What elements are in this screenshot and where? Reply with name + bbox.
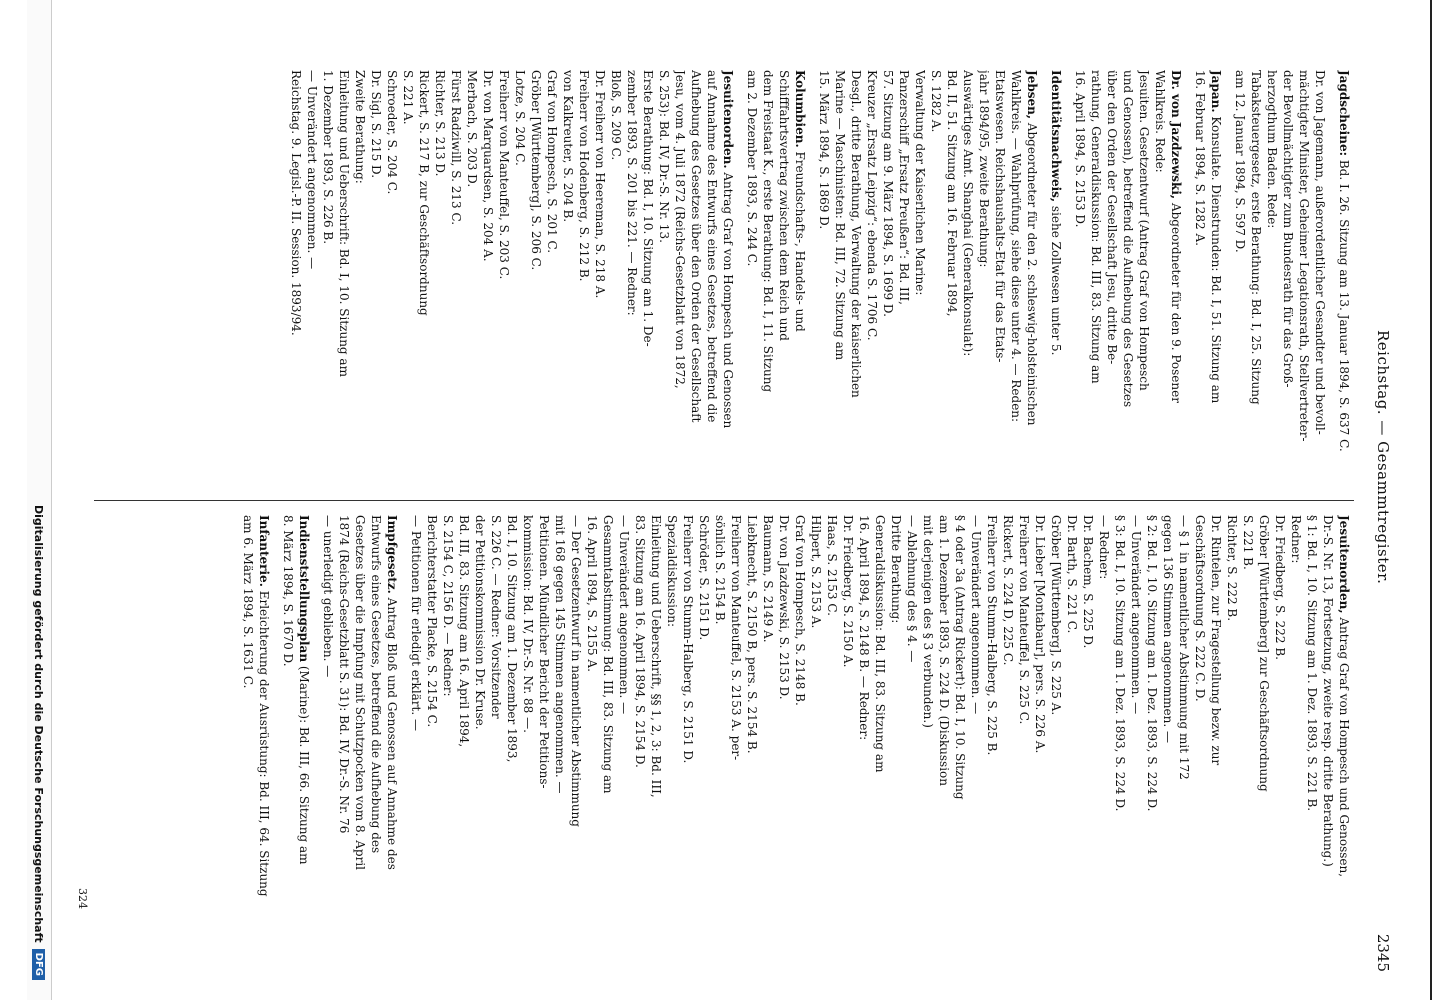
entry-heading: Impfgesetz. — [385, 515, 399, 594]
entry-line: jahr 1894/95, zweite Berathung: — [977, 70, 991, 268]
entry-line: S. 253): Bd. IV, Dr.-S. Nr. 13. — [657, 70, 671, 243]
entry-line: Marine — Maschinisten: Bd. III, 72. Sitzung am — [833, 70, 847, 361]
entry-line: Graf von Hompesch, S. 2148 B. — [793, 515, 807, 706]
entry-line: Richter, S. 213 D. — [433, 70, 447, 177]
entry-line: (Marine): Bd. III, 66. Sitzung am — [297, 665, 311, 865]
register-entry — [288, 70, 736, 485]
entry-heading: Jagdscheine: — [1337, 70, 1351, 157]
entry-line: Dr. von Marquardsen, S. 204 A. — [481, 70, 495, 262]
entry-line: am 2. Dezember 1893, S. 244 C. — [745, 70, 759, 267]
entry-line: rathung, Generaldiskussion: Bd. III, 83. Sitzung am — [1089, 70, 1103, 384]
entry-line: Dr. von Jagemann, außerordentlicher Gesandter und bevoll- — [1313, 70, 1327, 435]
entry-line: Reichstag. 9. Legisl.-P. II. Session. 1893/94. — [289, 70, 303, 336]
entry-line: Freiherr von Stumm-Halberg, S. 2151 D. — [681, 515, 695, 764]
entry-line: Wahlkreis. — Wahlprüfung, siehe diese unter 4. — Reden: — [1009, 70, 1023, 423]
entry-line: — Unverändert angenommen. — — [617, 515, 631, 715]
entry-heading: Dr. von Jazdzewski, — [1169, 70, 1183, 200]
entry-line: über den Orden der Gesellschaft Jesu, dritte Be- — [1105, 70, 1119, 365]
entry-line: Etatswesen. Reichshaushalts-Etat für das Etats- — [993, 70, 1007, 363]
entry-line: Lotze, S. 204 C. — [513, 70, 527, 166]
register-entry — [1336, 70, 1352, 485]
entry-line: Freiherr von Manteuffel, S. 225 C. — [1017, 515, 1031, 725]
entry-line: Gesammtabstimmung: Bd. III, 83. Sitzung am — [601, 515, 615, 794]
entry-line: 83. Sitzung am 16. April 1894, S. 2154 D. — [633, 515, 647, 768]
entry-line: Dr. Rintelen, zur Fragestellung bezw. zur — [1209, 515, 1223, 766]
entry-line: Dr. Bachem, S. 225 D. — [1081, 515, 1095, 649]
entry-line: Konsulate. Dienstrunden: Bd. I, 51. Sitzung am — [1209, 116, 1223, 404]
entry-line: — Unverändert angenommen. — — [1129, 515, 1143, 715]
entry-line: Erleichterung der Ausrüstung: Bd. III, 64. Sitzung — [257, 590, 271, 897]
entry-line: S. 1282 A. — [929, 70, 943, 133]
register-entry — [320, 515, 400, 935]
entry-line: § 4 oder 3a (Antrag Rickert): Bd. I, 10. Sitzung — [953, 515, 967, 800]
entry-line: 8. März 1894, S. 1670 D. — [281, 515, 295, 667]
register-entry — [1072, 70, 1184, 485]
register-entry — [744, 70, 808, 485]
entry-line: 1874 (Reichs-Gesetzblatt S. 31): Bd. IV, Dr.-S. Nr. 76 — [337, 515, 351, 834]
entry-line: Aufhebung des Gesetzes über den Orden der Gesellschaft — [689, 70, 703, 423]
entry-heading: Kolumbien. — [793, 70, 807, 148]
entry-line: Gröber [Württemberg], S. 206 C. — [529, 70, 543, 271]
right-column — [102, 515, 1352, 935]
entry-line: Jesuiten. Gesetzentwurf (Antrag Graf von Hompesch — [1137, 70, 1151, 391]
register-entry — [280, 515, 312, 935]
entry-line: Desgl., dritte Berathung, Verwaltung der kaiserlichen — [849, 70, 863, 398]
entry-line: 16. April 1894, S. 2155 A. — [585, 515, 599, 672]
entry-line: Schifffahrtsvertrag zwischen dem Reich und — [777, 70, 791, 341]
entry-heading: Jesuitenorden. — [721, 70, 735, 169]
entry-line: am 1. Dezember 1893, S. 224 D. (Diskussion — [937, 515, 951, 787]
entry-line: Dr. Friedberg, S. 222 B. — [1273, 515, 1287, 660]
entry-line: — unerledigt geblieben. — — [321, 515, 335, 678]
entry-line: Dr. Lieber [Montabaur], pers. S. 226 A. — [1033, 515, 1047, 754]
entry-line: Panzerschiff „Ersatz Preußen“: Bd. III, — [897, 70, 911, 305]
entry-line: — Petitionen für erledigt erklärt. — — [409, 515, 423, 731]
entry-line: Abgeordneter für den 9. Posener — [1169, 202, 1183, 403]
entry-line: auf Annahme des Entwurfs eines Gesetzes, betreffend die — [705, 70, 719, 423]
entry-line: am 12. Januar 1894, S. 597 D. — [1233, 70, 1247, 253]
entry-line: Berichterstatter Placke, S. 2154 C. — [425, 515, 439, 728]
entry-line: Liebknecht, S. 2150 B, pers. S. 2154 B. — [745, 515, 759, 754]
entry-line: S. 2154 C, 2156 D. — Redner: — [441, 515, 455, 697]
entry-line: Rickert, S. 224 D, 225 C. — [1001, 515, 1015, 666]
entry-heading: Indienststellungsplan — [297, 515, 311, 663]
entry-line: Haas, S. 2153 C. — [825, 515, 839, 616]
entry-line: 16. April 1894, S. 2148 B. — Redner: — [857, 515, 871, 741]
entry-line: Dr.-S. Nr. 13, Fortsetzung, zweite resp. dritte Berathung.) — [1321, 515, 1335, 867]
entry-line: Freiherr von Stumm-Halberg, S. 225 B. — [985, 515, 999, 756]
entry-line: Fürst Radziwill, S. 213 C. — [449, 70, 463, 226]
entry-line: dem Freistaat K., erste Berathung: Bd. I, 11. Sitzung — [761, 70, 775, 393]
left-column — [102, 70, 1352, 485]
entry-line: 15. März 1894, S. 1869 D. — [817, 70, 831, 230]
entry-line: mächtigter Minister, Geheimer Legationsrath, Stellvertreter- — [1297, 70, 1311, 442]
entry-line: Einleitung und Ueberschrift: Bd. I, 10. Sitzung am — [337, 70, 351, 377]
entry-line: § 1: Bd. I, 10. Sitzung am 1. Dez. 1893, S. 221 B. — [1305, 515, 1319, 812]
entry-line: Bd. II, 51. Sitzung am 16. Februar 1894, — [945, 70, 959, 317]
register-entry — [1048, 70, 1064, 485]
entry-line: Gesetzes über die Impfung mit Schutzpocken vom 8. April — [353, 515, 367, 871]
entry-line: Bd. I, 10. Sitzung am 1. Dezember 1893, — [505, 515, 519, 763]
entry-line: Zweite Berathung: — [353, 70, 367, 184]
entry-line: Hilpert, S. 2153 A. — [809, 515, 823, 629]
entry-line: Bd. I. 26. Sitzung am 13. Januar 1894, S. 637 C. — [1337, 159, 1351, 452]
entry-line: Antrag Graf von Hompesch und Genossen — [721, 172, 735, 429]
register-entry — [1192, 70, 1224, 485]
entry-line: gegen 136 Stimmen angenommen. — — [1161, 515, 1175, 743]
entry-line: — Unverändert angenommen. — — [969, 515, 983, 715]
entry-line: Antrag Graf von Hompesch und Genossen, — [1337, 617, 1351, 878]
entry-line: Geschäftsordnung S. 222 C. D. — [1193, 515, 1207, 702]
entry-line: Rickert, S. 217 B, zur Geschäftsordnung — [417, 70, 431, 316]
entry-line: Bd. III, 83. Sitzung am 16. April 1894, — [457, 515, 471, 748]
entry-heading: Identitätsnachweis, — [1049, 70, 1063, 203]
entry-line: Bloß, S. 209 C. — [609, 70, 623, 161]
entry-line: der Petitionskommission Dr. Kruse. — [473, 515, 487, 730]
running-header: Reichstag. — Gesammtregister. — [1374, 330, 1392, 585]
entry-line: zember 1893, S. 201 bis 221. — Redner: — [625, 70, 639, 316]
entry-line: Entwurfs eines Gesetzes, betreffend die Aufhebung des — [369, 515, 383, 854]
entry-line: kommission: Bd. IV, Dr.-S. Nr. 88 —. — [521, 515, 535, 733]
entry-line: Kreuzer „Ersatz Leipzig“: ebenda S. 1706 C. — [865, 70, 879, 341]
entry-line: und Genossen), betreffend die Aufhebung des Gesetzes — [1121, 70, 1135, 408]
entry-line: Dr. von Jazdzewski, S. 2153 D. — [777, 515, 791, 700]
entry-line: § 2: Bd. I, 10. Sitzung am 1. Dez. 1893, S. 224 D. — [1145, 515, 1159, 812]
entry-line: 16. Februar 1894, S. 1282 A. — [1193, 70, 1207, 246]
entry-line: mit 168 gegen 145 Stimmen angenommen. — — [553, 515, 567, 794]
entry-line: Verwaltung der Kaiserlichen Marine: — [913, 70, 927, 296]
entry-line: Tabaksteuergesetz, erste Berathung: Bd. I, 25. Sitzung — [1249, 70, 1263, 405]
entry-line: — Unverändert angenommen. — — [305, 70, 319, 270]
entry-line: — Redner: — [1097, 515, 1111, 580]
register-entry — [240, 515, 272, 935]
entry-heading: Japan. — [1209, 70, 1223, 113]
register-entry — [408, 515, 1352, 935]
entry-heading: Jebsen, — [1025, 70, 1039, 119]
entry-line: Erste Berathung: Bd. I, 10. Sitzung am 1. De- — [641, 70, 655, 347]
register-entry — [1232, 70, 1328, 485]
entry-line: mit derjenigen des § 3 verbunden.) — [921, 515, 935, 728]
entry-line: § 3: Bd. I, 10. Sitzung am 1. Dez. 1893, S. 224 D. — [1113, 515, 1127, 812]
entry-line: Graf von Hompesch, S. 201 C. — [545, 70, 559, 254]
entry-line: Dr. Friedberg, S. 2150 A. — [841, 515, 855, 668]
register-entry — [816, 70, 1040, 485]
entry-heading: Jesuitenorden, — [1337, 515, 1351, 614]
entry-line: — Der Gesetzentwurf in namentlicher Abstimmung — [569, 515, 583, 827]
entry-line: Wahlkreis. Rede: — [1153, 70, 1167, 173]
digitization-footer — [27, 0, 52, 1000]
entry-line: Petitionen. Mündlicher Bericht der Petitions- — [537, 515, 551, 789]
entry-heading: Infanterie. — [257, 515, 271, 587]
entry-line: Generaldiskussion: Bd. III, 83. Sitzung am — [873, 515, 887, 773]
dfg-badge: DFG — [33, 949, 46, 980]
entry-line: Richter, S. 222 B. — [1225, 515, 1239, 622]
entry-line: der Bevollmächtigter zum Bundesrath für das Groß- — [1281, 70, 1295, 388]
signature-mark: 324 — [76, 888, 89, 909]
entry-line: Freiherr von Manteuffel, S. 203 C. — [497, 70, 511, 280]
entry-line: S. 226 C. — Redner: Vorsitzender — [489, 515, 503, 719]
entry-line: Dr. Freiherr von Heereman, S. 218 A. — [593, 70, 607, 299]
entry-line: Schröder, S. 2151 D. — [697, 515, 711, 641]
entry-line: Auswärtiges Amt. Shanghai (Generalkonsulat): — [961, 70, 975, 357]
entry-line: siehe Zollwesen unter 5. — [1049, 205, 1063, 356]
entry-line: von Kalkreuter, S. 204 B. — [561, 70, 575, 223]
entry-line: S. 221 A. — [401, 70, 415, 125]
entry-line: sönlich S. 2154 B. — [713, 515, 727, 625]
entry-line: Dr. Sigl, S. 215 D. — [369, 70, 383, 179]
entry-line: Merbach, S. 203 D. — [465, 70, 479, 188]
entry-line: Freiherr von Manteuffel, S. 2153 A. per- — [729, 515, 743, 761]
entry-line: Gröber [Württemberg], S. 225 A. — [1049, 515, 1063, 716]
column-divider — [94, 500, 1354, 501]
entry-line: herzogthum Baden. Rede: — [1265, 70, 1279, 229]
entry-line: am 6. März 1894, S. 1631 C. — [241, 515, 255, 689]
page-number: 2345 — [1374, 933, 1392, 972]
entry-line: Baumann, S. 2149 A. — [761, 515, 775, 643]
entry-line: Einleitung und Ueberschrift, §§ 1, 2, 3: Bd. III, — [649, 515, 663, 798]
footer-text: Digitalisierung gefördert durch die Deutsche Forschungsgemeinschaft — [32, 504, 46, 943]
entry-line: Dritte Berathung: — [889, 515, 903, 624]
entry-line: Schroeder, S. 204 C. — [385, 70, 399, 195]
entry-line: Freundschafts-, Handels- und — [793, 151, 807, 332]
entry-line: Spezialdiskussion: — [665, 515, 679, 627]
entry-line: 16. April 1894, S. 2153 D. — [1073, 70, 1087, 228]
entry-line: Dr. Barth, S. 221 C. — [1065, 515, 1079, 634]
entry-line: Jesu, vom 4. Juli 1872 (Reichs-Gesetzblatt von 1872, — [673, 70, 687, 389]
entry-line: S. 221 B. — [1241, 515, 1255, 570]
entry-line: 1. Dezember 1893, S. 226 B. — [321, 70, 335, 245]
entry-line: Antrag Bloß und Genossen auf Annahme des — [385, 597, 399, 870]
entry-line: Abgeordneter für den 2. schleswig-holsteinischen — [1025, 122, 1039, 426]
entry-line: — § 1 in namentlicher Abstimmung mit 172 — [1177, 515, 1191, 780]
entry-line: 57. Sitzung am 9. März 1894, S. 1699 D. — [881, 70, 895, 317]
entry-line: — Ablehnung des § 4. — — [905, 515, 919, 663]
entry-line: Redner: — [1289, 515, 1303, 564]
entry-line: Gröber [Württemberg] zur Geschäftsordnung — [1257, 515, 1271, 792]
entry-line: Freiherr von Hodenberg, S. 212 B. — [577, 70, 591, 282]
